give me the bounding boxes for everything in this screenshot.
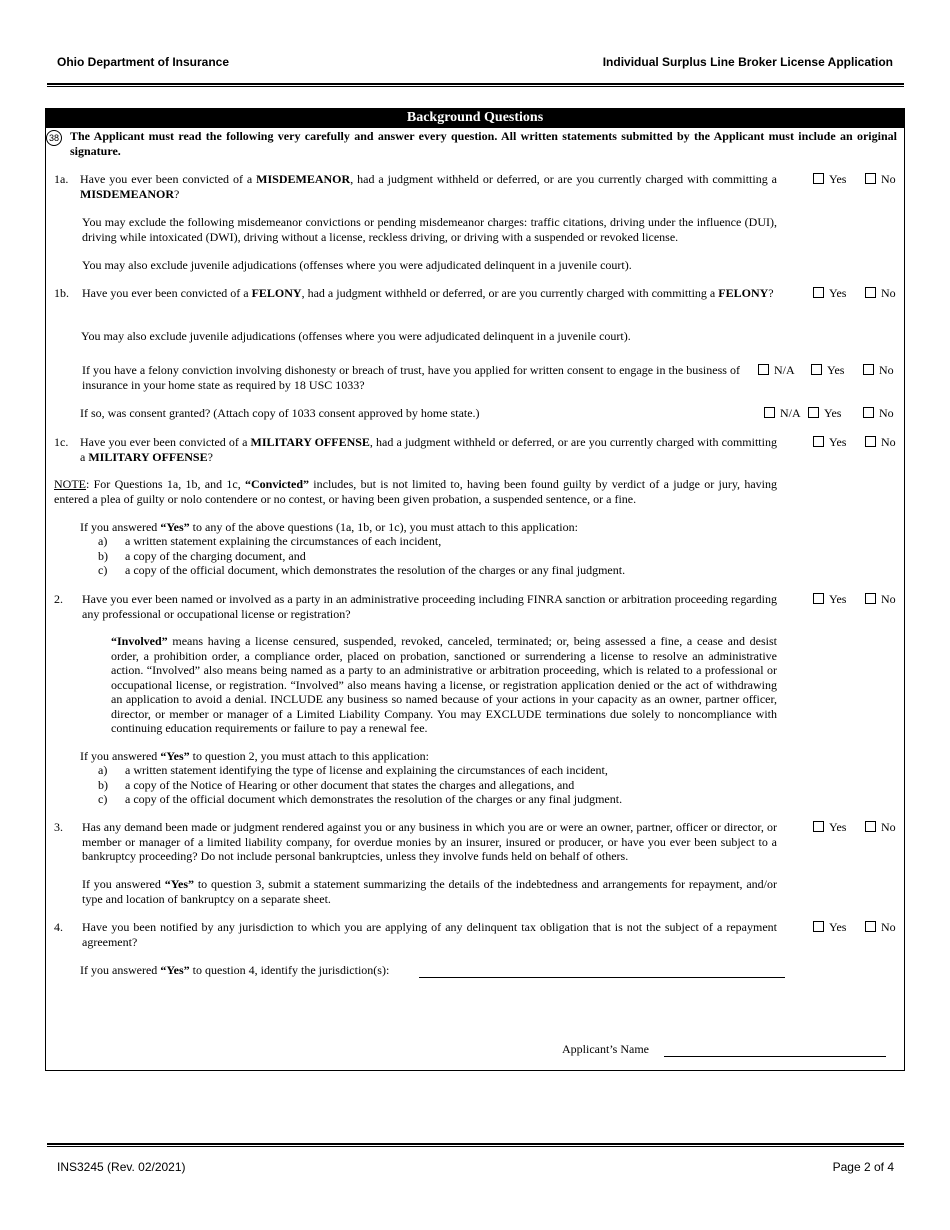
- q1c-yes-checkbox[interactable]: Yes: [813, 435, 846, 450]
- attachments-2-list: [80, 763, 780, 807]
- jurisdiction-input-line[interactable]: [419, 977, 785, 978]
- item-number-marker: 38: [46, 130, 62, 146]
- q3-text: Has any demand been made or judgment rendered against you or any business in which you are or were an owner, partner, officer or director, or member or manager of a limited liability company, for overdue monies by an insurer, insured or producer, or have you ever been subject to a bankruptcy proceeding? Do not include personal bankruptcies, unless they involve funds held on behalf of others.: [82, 820, 777, 863]
- q1b-consent-no-checkbox[interactable]: No: [863, 363, 894, 378]
- agency-name: Ohio Department of Insurance: [57, 55, 230, 69]
- q1c-text: Have you ever been convicted of a MILITARY OFFENSE, had a judgment withheld or deferred, or are you currently charged with committing a MILITARY OFFENSE?: [80, 435, 777, 464]
- q1b-granted-na-checkbox[interactable]: N/A: [764, 406, 801, 421]
- q1b-consent-na-checkbox[interactable]: N/A: [758, 363, 795, 378]
- q2-no-checkbox[interactable]: No: [865, 592, 896, 607]
- q4-jurisdiction-label: If you answered “Yes” to question 4, identify the jurisdiction(s):: [80, 963, 390, 977]
- q2-yes-checkbox[interactable]: Yes: [813, 592, 846, 607]
- section-title: Background Questions: [45, 108, 905, 128]
- q4-no-checkbox[interactable]: No: [865, 920, 896, 935]
- q4-text: Have you been notified by any jurisdiction to which you are applying of any delinquent tax obligation that is not the subject of a repayment agreement?: [82, 920, 777, 949]
- q1b-granted-yes-checkbox[interactable]: Yes: [808, 406, 841, 421]
- q1a-text: Have you ever been convicted of a MISDEMEANOR, had a judgment withheld or deferred, or are you currently charged with committing a MISDEMEANOR?: [80, 172, 777, 201]
- q1b-granted-no-checkbox[interactable]: No: [863, 406, 894, 421]
- q1b-no-checkbox[interactable]: No: [865, 286, 896, 301]
- q2-number: 2.: [54, 592, 63, 606]
- q1a-no-checkbox[interactable]: No: [865, 172, 896, 187]
- form-number: INS3245 (Rev. 02/2021): [57, 1160, 186, 1174]
- q1b-yes-checkbox[interactable]: Yes: [813, 286, 846, 301]
- q1a-number: 1a.: [54, 172, 69, 186]
- convicted-note: NOTE: For Questions 1a, 1b, and 1c, “Convicted” includes, but is not limited to, having been found guilty by verdict of a judge or jury, having entered a plea of guilty or nolo contendere or no contest, or having been given probation, a suspended sentence, or a fine.: [54, 477, 777, 506]
- q1b-consent-question: If you have a felony conviction involving dishonesty or breach of trust, have you applied for written consent to engage in the business of insurance in your home state as required by 18 USC 1033?: [82, 363, 740, 392]
- list-item: b) a copy of the Notice of Hearing or other document that states the charges and allegations, and: [98, 777, 575, 792]
- list-item: c) a copy of the official document, which demonstrates the resolution of the charges or any final judgment.: [98, 563, 626, 577]
- applicant-name-label: Applicant’s Name: [562, 1042, 649, 1056]
- q3-statement-instruction: If you answered “Yes” to question 3, submit a statement summarizing the details of the indebtedness and arrangements for repayment, and/or type and location of bankruptcy on a separate sheet.: [82, 877, 777, 906]
- q2-text: Have you ever been named or involved as a party in an administrative proceeding including FINRA sanction or arbitration proceeding regarding any professional or occupational license or registration?: [82, 592, 777, 621]
- q1a-juvenile-note: You may also exclude juvenile adjudications (offenses where you were adjudicated delinquent in a juvenile court).: [82, 258, 632, 272]
- header-rule: [47, 83, 904, 87]
- q4-number: 4.: [54, 920, 63, 934]
- q1c-no-checkbox[interactable]: No: [865, 435, 896, 450]
- attachments-1-list: [80, 534, 780, 578]
- form-title: Individual Surplus Line Broker License Application: [602, 55, 893, 69]
- q1a-exclusions: You may exclude the following misdemeanor convictions or pending misdemeanor charges: traffic citations, driving under the influence (DUI), driving while intoxicated (DWI), driving without a license, reckless driving, or driving with a suspended or revoked license.: [82, 215, 777, 244]
- page-number: Page 2 of 4: [832, 1160, 894, 1174]
- intro-text: The Applicant must read the following very carefully and answer every question. All written statements submitted by the Applicant must include an original signature.: [70, 129, 897, 158]
- q1c-number: 1c.: [54, 435, 69, 449]
- list-item: b) a copy of the charging document, and: [98, 548, 306, 563]
- attachments-1-intro: If you answered “Yes” to any of the above questions (1a, 1b, or 1c), you must attach to this application:: [80, 520, 578, 534]
- q1b-juvenile-note: You may also exclude juvenile adjudications (offenses where you were adjudicated delinquent in a juvenile court).: [81, 329, 631, 343]
- q1a-yes-checkbox[interactable]: Yes: [813, 172, 846, 187]
- footer-rule: [47, 1143, 904, 1147]
- applicant-name-input-line[interactable]: [664, 1056, 886, 1057]
- q1b-text: Have you ever been convicted of a FELONY, had a judgment withheld or deferred, or are you currently charged with committing a FELONY?: [82, 286, 774, 300]
- attachments-2-intro: If you answered “Yes” to question 2, you must attach to this application:: [80, 749, 429, 763]
- q4-yes-checkbox[interactable]: Yes: [813, 920, 846, 935]
- q3-number: 3.: [54, 820, 63, 834]
- q1b-granted-question: If so, was consent granted? (Attach copy of 1033 consent approved by home state.): [80, 406, 480, 420]
- q3-yes-checkbox[interactable]: Yes: [813, 820, 846, 835]
- q2-involved-definition: “Involved” means having a license censured, suspended, revoked, canceled, terminated; or, being assessed a fine, a cease and desist order, a prohibition order, a compliance order, placed on probation, sanctioned or surrendering a license to resolve an administrative action. “Involved” also means being named as a party to an administrative or arbitration proceeding, which is related to a professional or occupational license, or registration. “Involved” also means having a license, or registration application denied or the act of withdrawing an application to avoid a denial. INCLUDE any business so named because of your actions in your capacity as an owner, partner officer, director, or member or manager of a Limited Liability Company. You may EXCLUDE terminations due solely to noncompliance with continuing education requirements or failure to pay a renewal fee.: [111, 634, 777, 735]
- q1b-number: 1b.: [54, 286, 69, 300]
- list-item: a) a written statement identifying the type of license and explaining the circumstances of each incident,: [98, 763, 608, 777]
- q1b-consent-yes-checkbox[interactable]: Yes: [811, 363, 844, 378]
- q3-no-checkbox[interactable]: No: [865, 820, 896, 835]
- list-item: a) a written statement explaining the circumstances of each incident,: [98, 534, 442, 548]
- list-item: c) a copy of the official document which demonstrates the resolution of the charges or any final judgment.: [98, 792, 623, 806]
